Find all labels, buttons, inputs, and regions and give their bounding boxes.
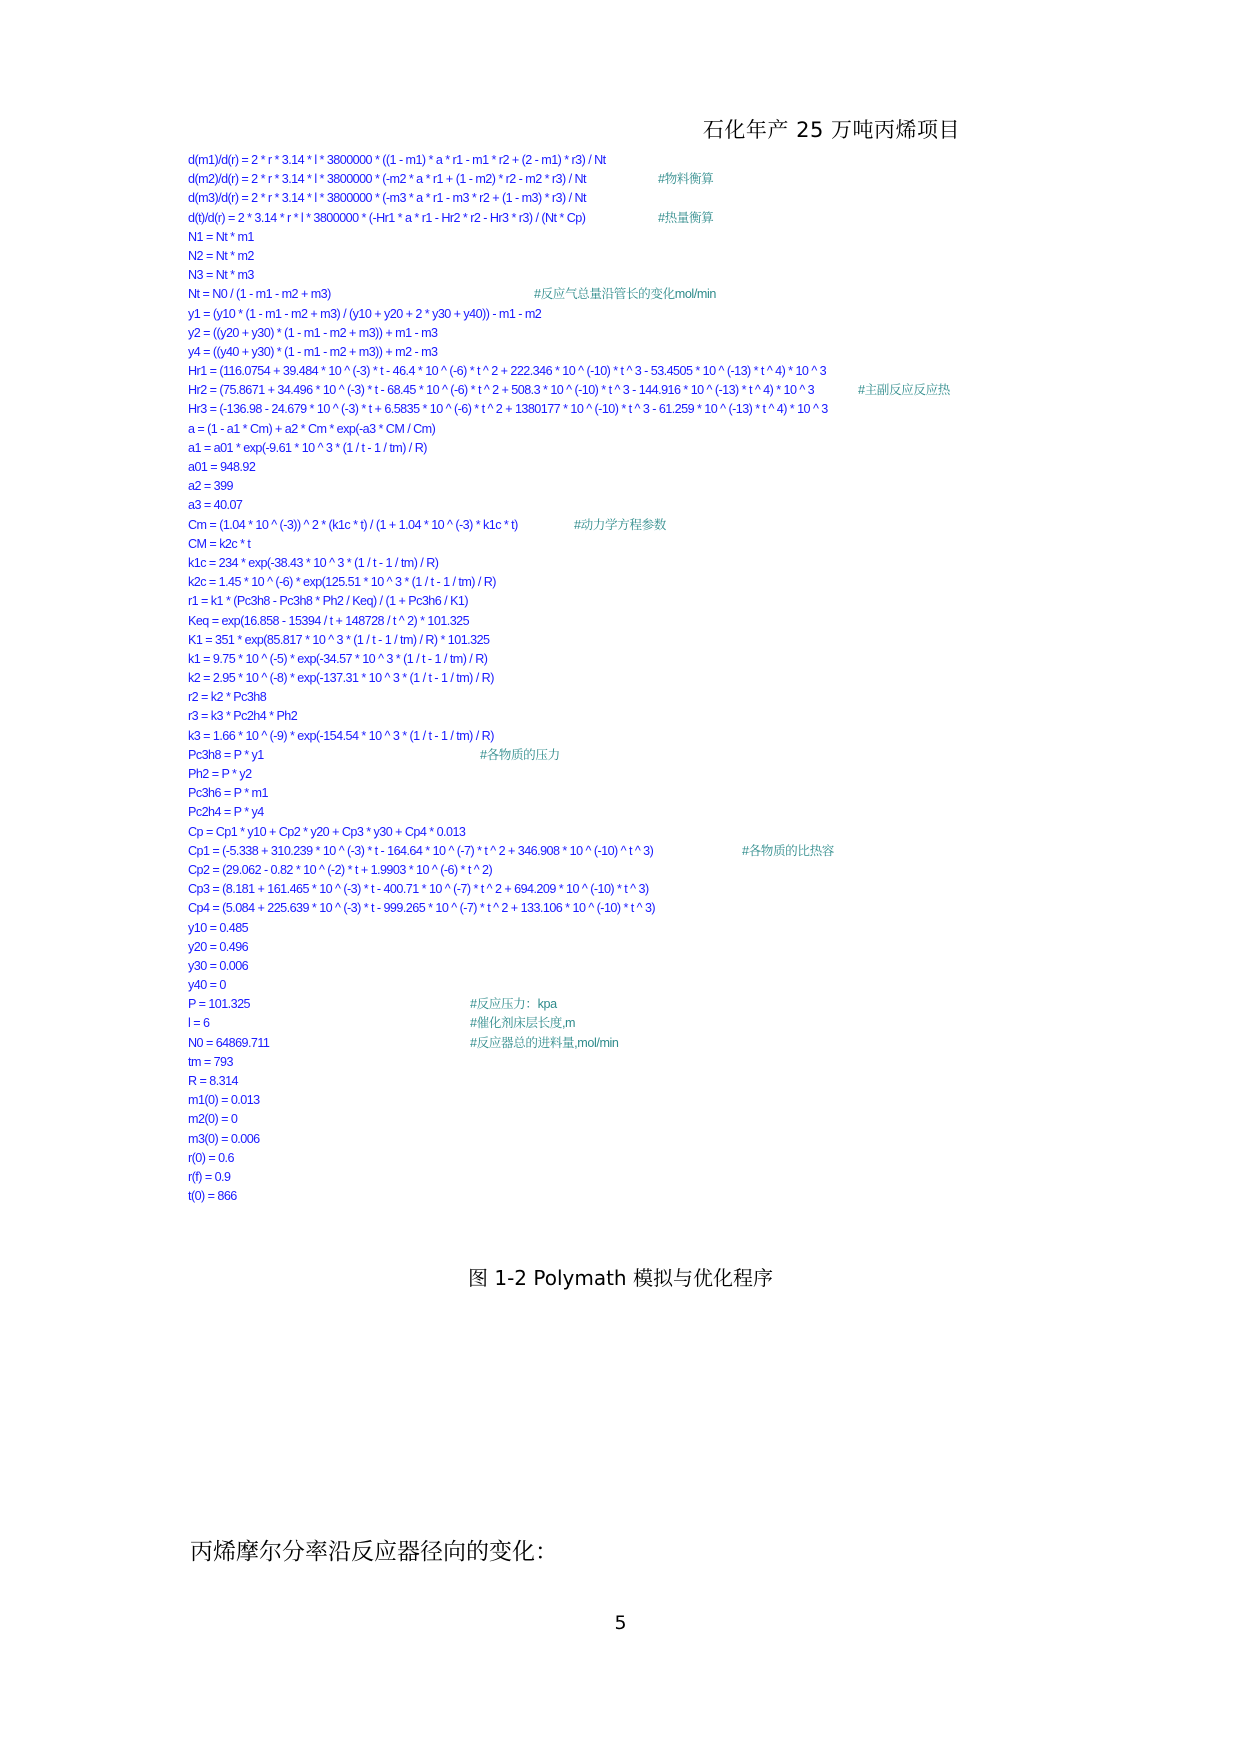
code-comment: #反应器总的进料量,mol/min [470, 1035, 619, 1050]
code-line [188, 209, 1068, 228]
polymath-program [188, 151, 1068, 1206]
code-line [188, 842, 1068, 861]
code-expression: R = 8.314 [188, 1074, 239, 1088]
code-expression: k2 = 2.95 * 10 ^ (-8) * exp(-137.31 * 10 ^ 3 * (1 / t - 1 / tm) / R) [188, 671, 494, 686]
code-expression: N0 = 64869.711 [188, 1035, 270, 1050]
code-expression: m3(0) = 0.006 [188, 1131, 260, 1146]
code-line [188, 919, 1068, 938]
code-line [188, 381, 1068, 400]
code-line [188, 1053, 1068, 1072]
code-expression: tm = 793 [188, 1054, 233, 1069]
code-expression: a = (1 - a1 * Cm) + a2 * Cm * exp(-a3 * CM / Cm) [188, 421, 436, 436]
code-expression: d(t)/d(r) = 2 * 3.14 * r * l * 3800000 * (-Hr1 * a * r1 - Hr2 * r2 - Hr3 * r3) / (Nt * Cp) [188, 210, 586, 225]
code-expression: k2c = 1.45 * 10 ^ (-6) * exp(125.51 * 10 ^ 3 * (1 / t - 1 / tm) / R) [188, 575, 496, 590]
code-expression: Ph2 = P * y2 [188, 767, 252, 781]
code-expression: Cp4 = (5.084 + 225.639 * 10 ^ (-3) * t - 999.265 * 10 ^ (-7) * t ^ 2 + 133.106 * 10 ^ (-10) * t ^ 3) [188, 901, 656, 916]
code-line [188, 612, 1068, 631]
code-comment: #催化剂床层长度,m [470, 1016, 576, 1031]
code-line [188, 228, 1068, 247]
code-line [188, 957, 1068, 976]
body-paragraph: 丙烯摩尔分率沿反应器径向的变化： [190, 1539, 558, 1565]
code-line [188, 247, 1068, 266]
code-line [188, 707, 1068, 726]
code-line [188, 688, 1068, 707]
code-expression: Keq = exp(16.858 - 15394 / t + 148728 / t ^ 2) * 101.325 [188, 613, 470, 628]
code-line [188, 477, 1068, 496]
code-line [188, 516, 1068, 535]
code-line [188, 765, 1068, 784]
code-line [188, 746, 1068, 765]
code-line [188, 899, 1068, 918]
code-comment: #反应气总量沿管长的变化mol/min [534, 287, 717, 302]
code-line [188, 631, 1068, 650]
code-comment: #主副反应反应热 [858, 383, 950, 398]
code-expression: a01 = 948.92 [188, 460, 256, 474]
code-expression: Cp3 = (8.181 + 161.465 * 10 ^ (-3) * t - 400.71 * 10 ^ (-7) * t ^ 2 + 694.209 * 10 ^ (-10) * t ^ 3) [188, 882, 649, 897]
code-line [188, 324, 1068, 343]
code-line [188, 880, 1068, 899]
code-line [188, 1130, 1068, 1149]
code-line [188, 976, 1068, 995]
code-line [188, 362, 1068, 381]
code-line [188, 1034, 1068, 1053]
code-line [188, 650, 1068, 669]
page-number: 5 [614, 1612, 627, 1634]
code-comment: #物料衡算 [658, 172, 714, 187]
code-comment: #反应压力：kpa [470, 997, 557, 1012]
code-expression: d(m3)/d(r) = 2 * r * 3.14 * l * 3800000 * (-m3 * a * r1 - m3 * r2 + (1 - m3) * r3) / Nt [188, 191, 586, 206]
code-line [188, 861, 1068, 880]
code-expression: N1 = Nt * m1 [188, 229, 254, 244]
code-expression: P = 101.325 [188, 997, 250, 1012]
figure-caption: 图 1-2 Polymath 模拟与优化程序 [468, 1266, 773, 1290]
code-expression: y10 = 0.485 [188, 920, 249, 935]
code-line [188, 554, 1068, 573]
code-line [188, 784, 1068, 803]
code-expression: t(0) = 866 [188, 1189, 237, 1204]
code-expression: Hr3 = (-136.98 - 24.679 * 10 ^ (-3) * t + 6.5835 * 10 ^ (-6) * t ^ 2 + 1380177 * 10 ^ (-10) * t ^ 3 - 61.259 * 10 ^ (-13) * t ^ 4) * 10 ^ 3 [188, 402, 828, 417]
code-expression: N2 = Nt * m2 [188, 248, 254, 263]
code-line [188, 823, 1068, 842]
code-expression: d(m1)/d(r) = 2 * r * 3.14 * l * 3800000 * ((1 - m1) * a * r1 - m1 * r2 + (2 - m1) * r3) / Nt [188, 153, 606, 167]
code-line [188, 1110, 1068, 1129]
code-line [188, 803, 1068, 822]
code-expression: y2 = ((y20 + y30) * (1 - m1 - m2 + m3)) + m1 - m3 [188, 325, 438, 340]
code-line [188, 400, 1068, 419]
code-line [188, 305, 1068, 324]
code-line [188, 1149, 1068, 1168]
code-line [188, 1168, 1068, 1187]
code-line [188, 343, 1068, 362]
code-line [188, 458, 1068, 477]
code-expression: Pc3h6 = P * m1 [188, 786, 268, 801]
code-expression: y30 = 0.006 [188, 958, 249, 973]
code-expression: r1 = k1 * (Pc3h8 - Pc3h8 * Ph2 / Keq) / (1 + Pc3h6 / K1) [188, 594, 469, 609]
code-comment: #热量衡算 [658, 210, 714, 225]
code-expression: a1 = a01 * exp(-9.61 * 10 ^ 3 * (1 / t - 1 / tm) / R) [188, 440, 427, 455]
code-expression: r3 = k3 * Pc2h4 * Ph2 [188, 709, 298, 724]
code-line [188, 1014, 1068, 1033]
code-line [188, 592, 1068, 611]
code-expression: m2(0) = 0 [188, 1112, 238, 1127]
code-expression: d(m2)/d(r) = 2 * r * 3.14 * l * 3800000 * (-m2 * a * r1 + (1 - m2) * r2 - m2 * r3) / Nt [188, 172, 586, 187]
code-line [188, 170, 1068, 189]
code-line [188, 535, 1068, 554]
code-expression: r(f) = 0.9 [188, 1169, 231, 1184]
code-expression: Cp = Cp1 * y10 + Cp2 * y20 + Cp3 * y30 + Cp4 * 0.013 [188, 824, 466, 839]
code-comment: #各物质的比热容 [742, 843, 834, 858]
code-expression: r(0) = 0.6 [188, 1150, 234, 1165]
code-line [188, 189, 1068, 208]
code-line [188, 496, 1068, 515]
code-expression: Nt = N0 / (1 - m1 - m2 + m3) [188, 287, 331, 302]
code-line [188, 938, 1068, 957]
code-line [188, 1072, 1068, 1091]
code-line [188, 266, 1068, 285]
code-expression: a3 = 40.07 [188, 498, 243, 513]
code-expression: m1(0) = 0.013 [188, 1093, 260, 1108]
code-expression: Pc3h8 = P * y1 [188, 747, 264, 762]
code-expression: y20 = 0.496 [188, 939, 249, 954]
code-expression: Pc2h4 = P * y4 [188, 805, 264, 820]
code-line [188, 151, 1068, 170]
code-line [188, 573, 1068, 592]
code-expression: CM = k2c * t [188, 536, 251, 551]
code-expression: Cp1 = (-5.338 + 310.239 * 10 ^ (-3) * t - 164.64 * 10 ^ (-7) * t ^ 2 + 346.908 * 10 ^ (-10) ^ t ^ 3) [188, 843, 654, 858]
code-expression: N3 = Nt * m3 [188, 268, 254, 283]
code-expression: r2 = k2 * Pc3h8 [188, 690, 267, 705]
code-comment: #各物质的压力 [480, 747, 560, 762]
header-title: 石化年产 25 万吨丙烯项目 [702, 118, 960, 142]
code-line [188, 995, 1068, 1014]
code-line [188, 1187, 1068, 1206]
code-line [188, 420, 1068, 439]
code-line [188, 1091, 1068, 1110]
code-expression: y1 = (y10 * (1 - m1 - m2 + m3) / (y10 + y20 + 2 * y30 + y40)) - m1 - m2 [188, 306, 542, 321]
code-line [188, 439, 1068, 458]
code-expression: Hr1 = (116.0754 + 39.484 * 10 ^ (-3) * t - 46.4 * 10 ^ (-6) * t ^ 2 + 222.346 * 10 ^ (-10) * t ^ 3 - 53.4505 * 10 ^ (-13) * t ^ 4) * 10 ^ 3 [188, 364, 827, 379]
code-expression: K1 = 351 * exp(85.817 * 10 ^ 3 * (1 / t - 1 / tm) / R) * 101.325 [188, 632, 490, 647]
code-expression: y40 = 0 [188, 978, 226, 993]
code-expression: k3 = 1.66 * 10 ^ (-9) * exp(-154.54 * 10 ^ 3 * (1 / t - 1 / tm) / R) [188, 728, 494, 743]
code-expression: k1 = 9.75 * 10 ^ (-5) * exp(-34.57 * 10 ^ 3 * (1 / t - 1 / tm) / R) [188, 651, 488, 666]
code-expression: y4 = ((y40 + y30) * (1 - m1 - m2 + m3)) + m2 - m3 [188, 344, 438, 359]
code-line [188, 669, 1068, 688]
code-line [188, 727, 1068, 746]
code-expression: k1c = 234 * exp(-38.43 * 10 ^ 3 * (1 / t - 1 / tm) / R) [188, 555, 439, 570]
code-expression: a2 = 399 [188, 479, 233, 494]
code-expression: Cm = (1.04 * 10 ^ (-3)) ^ 2 * (k1c * t) / (1 + 1.04 * 10 ^ (-3) * k1c * t) [188, 517, 518, 532]
code-line [188, 285, 1068, 304]
code-comment: #动力学方程参数 [574, 517, 666, 532]
code-expression: Hr2 = (75.8671 + 34.496 * 10 ^ (-3) * t - 68.45 * 10 ^ (-6) * t ^ 2 + 508.3 * 10 ^ (-10) * t ^ 3 - 144.916 * 10 ^ (-13) * t ^ 4) * 10 ^ 3 [188, 383, 815, 398]
code-expression: l = 6 [188, 1016, 210, 1031]
code-expression: Cp2 = (29.062 - 0.82 * 10 ^ (-2) * t + 1.9903 * 10 ^ (-6) * t ^ 2) [188, 862, 493, 877]
